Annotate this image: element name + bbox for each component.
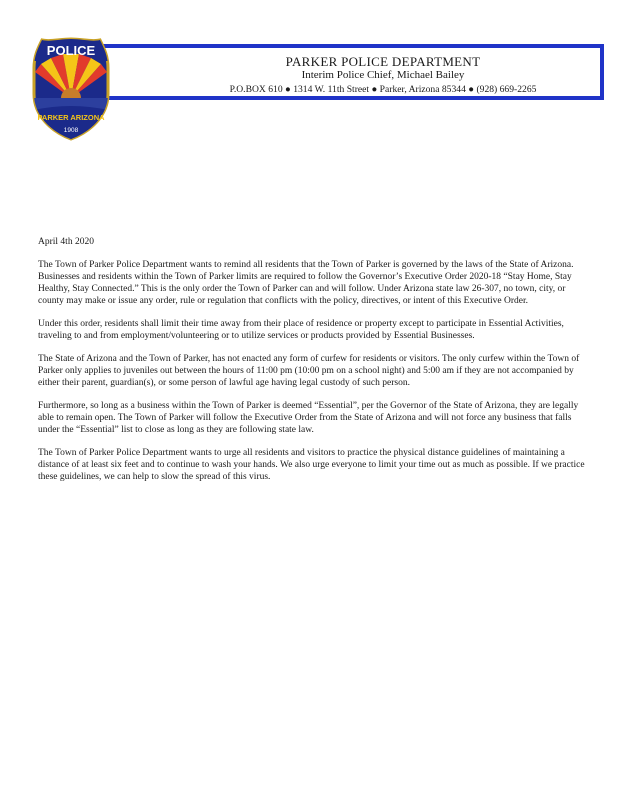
badge-year-text: 1908 bbox=[63, 127, 79, 134]
badge-city-text: PARKER ARIZONA bbox=[37, 113, 105, 122]
letterhead-text-block bbox=[96, 54, 600, 96]
letter-paragraph: The Town of Parker Police Department wants to urge all residents and visitors to practice the physical distance guidelines of maintaining a distance of at least six feet and to continue to wash your hands. We also urge everyone to limit your time out as much as possible. If we practice these guidelines, we can help to slow the spread of this virus. bbox=[38, 448, 585, 482]
letter-date: April 4th 2020 bbox=[38, 237, 94, 247]
department-name: PARKER POLICE DEPARTMENT bbox=[285, 54, 481, 69]
letterhead-banner bbox=[92, 44, 604, 100]
badge-title-text: POLICE bbox=[46, 43, 96, 58]
letter-paragraph: Under this order, residents shall limit their time away from their place of residence or property except to participate in Essential Activities, traveling to and from employment/volunteering or to utilize services or products provided by Essential Businesses. bbox=[38, 319, 564, 341]
letter-paragraph: Furthermore, so long as a business within the Town of Parker is deemed “Essential”, per the Governor of the State of Arizona, they are legally able to remain open. The Town of Parker will follow the Executive Order from the State of Arizona and will not force any business that falls under the “Essential” list to close as long as they are following state law. bbox=[38, 401, 579, 435]
chief-line: Interim Police Chief, Michael Bailey bbox=[301, 69, 465, 81]
police-badge-logo bbox=[30, 36, 112, 142]
letter-paragraph: The State of Arizona and the Town of Parker, has not enacted any form of curfew for residents or visitors. The only curfew within the Town of Parker only applies to juveniles out between the hours of 11:00 pm (10:00 pm on a school night) and 5:00 am if they are not accompanied by either their parent, guardian(s), or some person of lawful age having legal custody of such person. bbox=[38, 354, 580, 388]
police-badge-icon bbox=[30, 36, 112, 142]
address-line: P.O.BOX 610 ● 1314 W. 11th Street ● Parker, Arizona 85344 ● (928) 669-2265 bbox=[229, 84, 537, 95]
letter-body bbox=[38, 236, 586, 494]
letter-paragraph: The Town of Parker Police Department wants to remind all residents that the Town of Parker is governed by the laws of the State of Arizona. Businesses and residents within the Town of Parker limits are required to follow the Governor’s Executive Order 2020-18 “Stay Home, Stay Healthy, Stay Connected.” This is the only order the Town of Parker can and will follow. Under Arizona state law 26-307, no town, city, or county may make or issue any order, rule or regulation that conflicts with the policy, directives, or intent of this Executive Order. bbox=[38, 260, 574, 306]
